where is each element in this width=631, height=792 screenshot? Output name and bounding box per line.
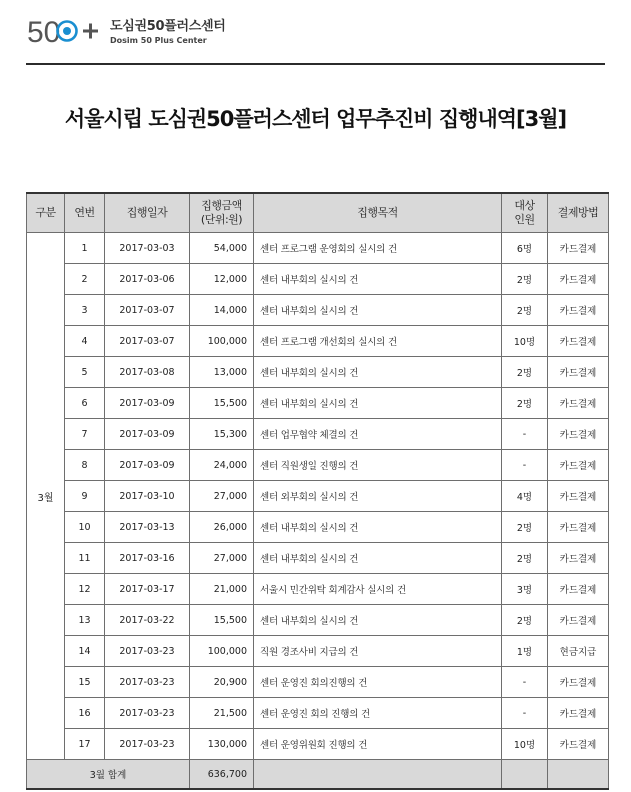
row-number-cell: 1 [65, 233, 105, 264]
row-amount-cell: 27,000 [190, 543, 254, 574]
total-label: 3월 합계 [27, 760, 190, 790]
row-amount-cell: 13,000 [190, 357, 254, 388]
row-people-cell: - [502, 419, 548, 450]
row-people-cell: 2명 [502, 388, 548, 419]
row-payment-cell: 카드결제 [548, 357, 609, 388]
row-amount-cell: 26,000 [190, 512, 254, 543]
expense-table [26, 192, 609, 790]
table-row [27, 667, 609, 698]
row-number-cell: 5 [65, 357, 105, 388]
row-purpose-cell: 센터 업무협약 체결의 건 [254, 419, 502, 450]
row-number-cell: 4 [65, 326, 105, 357]
row-payment-cell: 카드결제 [548, 295, 609, 326]
row-date-cell: 2017-03-08 [105, 357, 190, 388]
row-purpose-cell: 센터 프로그램 운영회의 실시의 건 [254, 233, 502, 264]
table-row [27, 419, 609, 450]
row-number-cell: 12 [65, 574, 105, 605]
row-date-cell: 2017-03-07 [105, 326, 190, 357]
row-people-cell: 10명 [502, 729, 548, 760]
row-number-cell: 6 [65, 388, 105, 419]
row-date-cell: 2017-03-23 [105, 667, 190, 698]
row-people-cell: - [502, 450, 548, 481]
row-amount-cell: 15,500 [190, 605, 254, 636]
row-amount-cell: 12,000 [190, 264, 254, 295]
row-people-cell: - [502, 698, 548, 729]
table-row [27, 543, 609, 574]
row-amount-cell: 130,000 [190, 729, 254, 760]
row-date-cell: 2017-03-22 [105, 605, 190, 636]
row-payment-cell: 카드결제 [548, 388, 609, 419]
row-payment-cell: 카드결제 [548, 698, 609, 729]
row-payment-cell: 카드결제 [548, 326, 609, 357]
table-row [27, 729, 609, 760]
row-date-cell: 2017-03-23 [105, 729, 190, 760]
logo-five-glyph: 50 [27, 16, 61, 49]
total-purpose-empty [254, 760, 502, 790]
logo-name-korean: 도심권50플러스센터 [110, 19, 226, 34]
table-row [27, 326, 609, 357]
row-people-cell: 2명 [502, 605, 548, 636]
header-amount [190, 193, 254, 233]
row-purpose-cell: 센터 내부회의 실시의 건 [254, 605, 502, 636]
row-purpose-cell: 센터 운영진 회의진행의 건 [254, 667, 502, 698]
table-row [27, 481, 609, 512]
row-number-cell: 9 [65, 481, 105, 512]
row-payment-cell: 카드결제 [548, 481, 609, 512]
row-date-cell: 2017-03-13 [105, 512, 190, 543]
header-date: 집행일자 [105, 193, 190, 233]
row-number-cell: 17 [65, 729, 105, 760]
row-people-cell: 6명 [502, 233, 548, 264]
row-date-cell: 2017-03-23 [105, 698, 190, 729]
row-amount-cell: 15,500 [190, 388, 254, 419]
row-payment-cell: 카드결제 [548, 667, 609, 698]
row-payment-cell: 카드결제 [548, 233, 609, 264]
row-amount-cell: 100,000 [190, 326, 254, 357]
row-payment-cell: 카드결제 [548, 264, 609, 295]
center-logo-mark [27, 13, 102, 49]
header-number: 연번 [65, 193, 105, 233]
row-number-cell: 16 [65, 698, 105, 729]
row-number-cell: 3 [65, 295, 105, 326]
table-row [27, 357, 609, 388]
table-row [27, 264, 609, 295]
row-amount-cell: 14,000 [190, 295, 254, 326]
table-header-row [27, 193, 609, 233]
row-number-cell: 13 [65, 605, 105, 636]
table-row [27, 574, 609, 605]
row-payment-cell: 카드결제 [548, 574, 609, 605]
row-date-cell: 2017-03-10 [105, 481, 190, 512]
row-payment-cell: 카드결제 [548, 450, 609, 481]
row-people-cell: 1명 [502, 636, 548, 667]
row-purpose-cell: 센터 직원생일 진행의 건 [254, 450, 502, 481]
row-purpose-cell: 센터 내부회의 실시의 건 [254, 543, 502, 574]
total-amount: 636,700 [190, 760, 254, 790]
row-payment-cell: 카드결제 [548, 543, 609, 574]
row-payment-cell: 현금지급 [548, 636, 609, 667]
row-date-cell: 2017-03-07 [105, 295, 190, 326]
table-row [27, 233, 609, 264]
row-date-cell: 2017-03-16 [105, 543, 190, 574]
row-amount-cell: 100,000 [190, 636, 254, 667]
row-number-cell: 8 [65, 450, 105, 481]
row-people-cell: 4명 [502, 481, 548, 512]
month-group-cell: 3월 [27, 233, 65, 760]
row-date-cell: 2017-03-06 [105, 264, 190, 295]
row-number-cell: 14 [65, 636, 105, 667]
row-people-cell: 2명 [502, 543, 548, 574]
center-logo [27, 13, 327, 49]
row-date-cell: 2017-03-03 [105, 233, 190, 264]
row-people-cell: - [502, 667, 548, 698]
row-date-cell: 2017-03-17 [105, 574, 190, 605]
table-row [27, 636, 609, 667]
row-people-cell: 2명 [502, 357, 548, 388]
row-payment-cell: 카드결제 [548, 729, 609, 760]
row-amount-cell: 27,000 [190, 481, 254, 512]
row-purpose-cell: 센터 내부회의 실시의 건 [254, 388, 502, 419]
row-date-cell: 2017-03-09 [105, 450, 190, 481]
header-payment: 결제방법 [548, 193, 609, 233]
table-row [27, 295, 609, 326]
row-people-cell: 10명 [502, 326, 548, 357]
row-amount-cell: 54,000 [190, 233, 254, 264]
row-people-cell: 2명 [502, 512, 548, 543]
row-purpose-cell: 센터 내부회의 실시의 건 [254, 357, 502, 388]
row-date-cell: 2017-03-09 [105, 388, 190, 419]
row-purpose-cell: 센터 외부회의 실시의 건 [254, 481, 502, 512]
row-purpose-cell: 서울시 민간위탁 회계감사 실시의 건 [254, 574, 502, 605]
row-people-cell: 2명 [502, 264, 548, 295]
row-people-cell: 2명 [502, 295, 548, 326]
header-people-line1: 대상 [514, 199, 535, 212]
row-date-cell: 2017-03-09 [105, 419, 190, 450]
header-amount-line1: 집행금액 [201, 199, 242, 212]
row-purpose-cell: 센터 내부회의 실시의 건 [254, 264, 502, 295]
row-number-cell: 10 [65, 512, 105, 543]
table-row [27, 605, 609, 636]
total-payment-empty [548, 760, 609, 790]
row-people-cell: 3명 [502, 574, 548, 605]
row-number-cell: 7 [65, 419, 105, 450]
row-date-cell: 2017-03-23 [105, 636, 190, 667]
header-people-line2: 인원 [514, 213, 535, 226]
row-payment-cell: 카드결제 [548, 605, 609, 636]
table-row [27, 388, 609, 419]
row-purpose-cell: 센터 운영진 회의 진행의 건 [254, 698, 502, 729]
row-number-cell: 11 [65, 543, 105, 574]
document-title: 서울시립 도심권50플러스센터 업무추진비 집행내역[3월] [64, 107, 567, 131]
row-purpose-cell: 센터 운영위원회 진행의 건 [254, 729, 502, 760]
row-amount-cell: 21,000 [190, 574, 254, 605]
logo-name-english: Dosim 50 Plus Center [110, 36, 207, 45]
table-body [27, 233, 609, 790]
row-payment-cell: 카드결제 [548, 419, 609, 450]
row-purpose-cell: 직원 경조사비 지급의 건 [254, 636, 502, 667]
row-number-cell: 15 [65, 667, 105, 698]
header-purpose: 집행목적 [254, 193, 502, 233]
table-row [27, 698, 609, 729]
row-purpose-cell: 센터 내부회의 실시의 건 [254, 295, 502, 326]
table-row [27, 450, 609, 481]
row-amount-cell: 20,900 [190, 667, 254, 698]
header-people [502, 193, 548, 233]
header-category: 구분 [27, 193, 65, 233]
total-people-empty [502, 760, 548, 790]
row-payment-cell: 카드결제 [548, 512, 609, 543]
row-purpose-cell: 센터 내부회의 실시의 건 [254, 512, 502, 543]
total-row [27, 760, 609, 790]
row-amount-cell: 24,000 [190, 450, 254, 481]
row-amount-cell: 21,500 [190, 698, 254, 729]
row-amount-cell: 15,300 [190, 419, 254, 450]
row-purpose-cell: 센터 프로그램 개선회의 실시의 건 [254, 326, 502, 357]
table-row [27, 512, 609, 543]
header-amount-line2: (단위:원) [200, 213, 243, 226]
row-number-cell: 2 [65, 264, 105, 295]
header-divider [26, 63, 605, 65]
